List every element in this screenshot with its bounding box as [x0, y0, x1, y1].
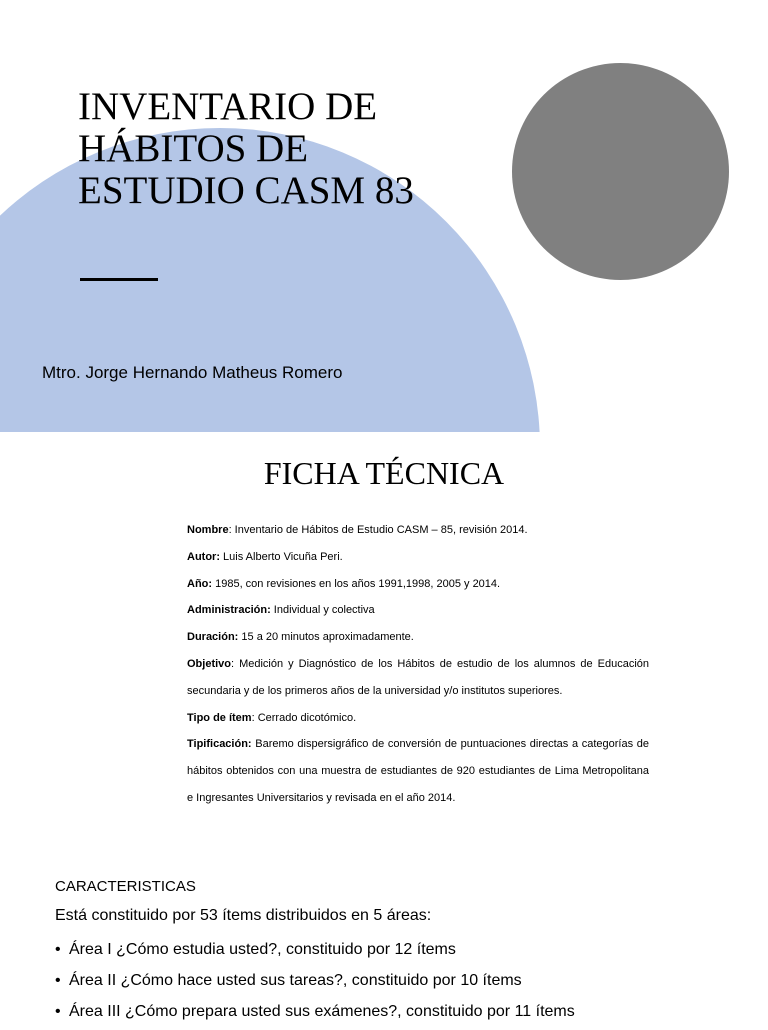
field-objetivo — [187, 651, 649, 705]
field-label: Autor: — [187, 550, 220, 563]
title-underline-divider — [80, 278, 158, 281]
area-text: Área I ¿Cómo estudia usted?, constituido por 12 ítems — [69, 941, 456, 958]
bullet-icon: • — [55, 972, 61, 989]
field-label: Tipo de ítem — [187, 711, 252, 724]
field-label: Nombre — [187, 524, 229, 536]
field-autor — [187, 544, 649, 571]
list-item — [55, 968, 575, 999]
slide-title-line: INVENTARIO DE — [78, 85, 378, 128]
field-duracion — [187, 624, 649, 651]
area-text: Área III ¿Cómo prepara usted sus exámenes?, constituido por 11 ítems — [69, 1003, 575, 1020]
field-label: Duración: — [187, 631, 239, 644]
field-anio — [187, 571, 649, 598]
decorative-gray-circle — [512, 63, 729, 280]
field-nombre — [187, 517, 649, 544]
field-value: 1985, con revisiones en los años 1991,1998, 2005 y 2014. — [212, 577, 501, 590]
field-value: : Medición y Diagnóstico de los Hábitos de estudio de los alumnos de Educación secundaria y de los primeros años de la universidad y/o institutos superiores. — [187, 657, 649, 697]
field-value: 15 a 20 minutos aproximadamente. — [238, 631, 414, 644]
field-value: : Cerrado dicotómico. — [251, 711, 357, 724]
field-administracion — [187, 597, 649, 624]
list-item — [55, 937, 575, 968]
area-text: Área II ¿Cómo hace usted sus tareas?, constituido por 10 ítems — [69, 972, 522, 989]
title-slide — [0, 0, 768, 432]
field-label: Objetivo — [187, 657, 232, 670]
slide-title-line: ESTUDIO CASM 83 — [78, 169, 414, 212]
caracteristicas-intro: Está constituido por 53 ítems distribuidos en 5 áreas: — [55, 907, 432, 924]
field-value: Individual y colectiva — [270, 604, 375, 617]
bullet-icon: • — [55, 1003, 61, 1020]
field-tipo-item — [187, 705, 649, 732]
list-item — [55, 999, 575, 1030]
author-name: Mtro. Jorge Hernando Matheus Romero — [42, 363, 343, 382]
field-label: Tipificación: — [187, 738, 252, 751]
bullet-icon: • — [55, 941, 61, 958]
field-tipificacion — [187, 731, 649, 811]
slide-title-line: HÁBITOS DE — [78, 127, 309, 170]
ficha-tecnica-heading: FICHA TÉCNICA — [263, 455, 505, 491]
ficha-fields — [187, 517, 649, 812]
field-label: Año: — [187, 577, 213, 590]
field-value: : Inventario de Hábitos de Estudio CASM – 85, revisión 2014. — [228, 524, 528, 536]
field-label: Administración: — [187, 604, 271, 617]
areas-list — [55, 937, 575, 1030]
field-value: Luis Alberto Vicuña Peri. — [220, 550, 343, 563]
field-value: Baremo dispersigráfico de conversión de puntuaciones directas a categorías de hábitos obtenidos con una muestra de estudiantes de 920 estudiantes de Lima Metropolitana e Ingresantes Universitarios y revisada en el año 2014. — [187, 738, 649, 804]
slide-title — [78, 86, 498, 212]
caracteristicas-heading: CARACTERISTICAS — [55, 878, 196, 895]
